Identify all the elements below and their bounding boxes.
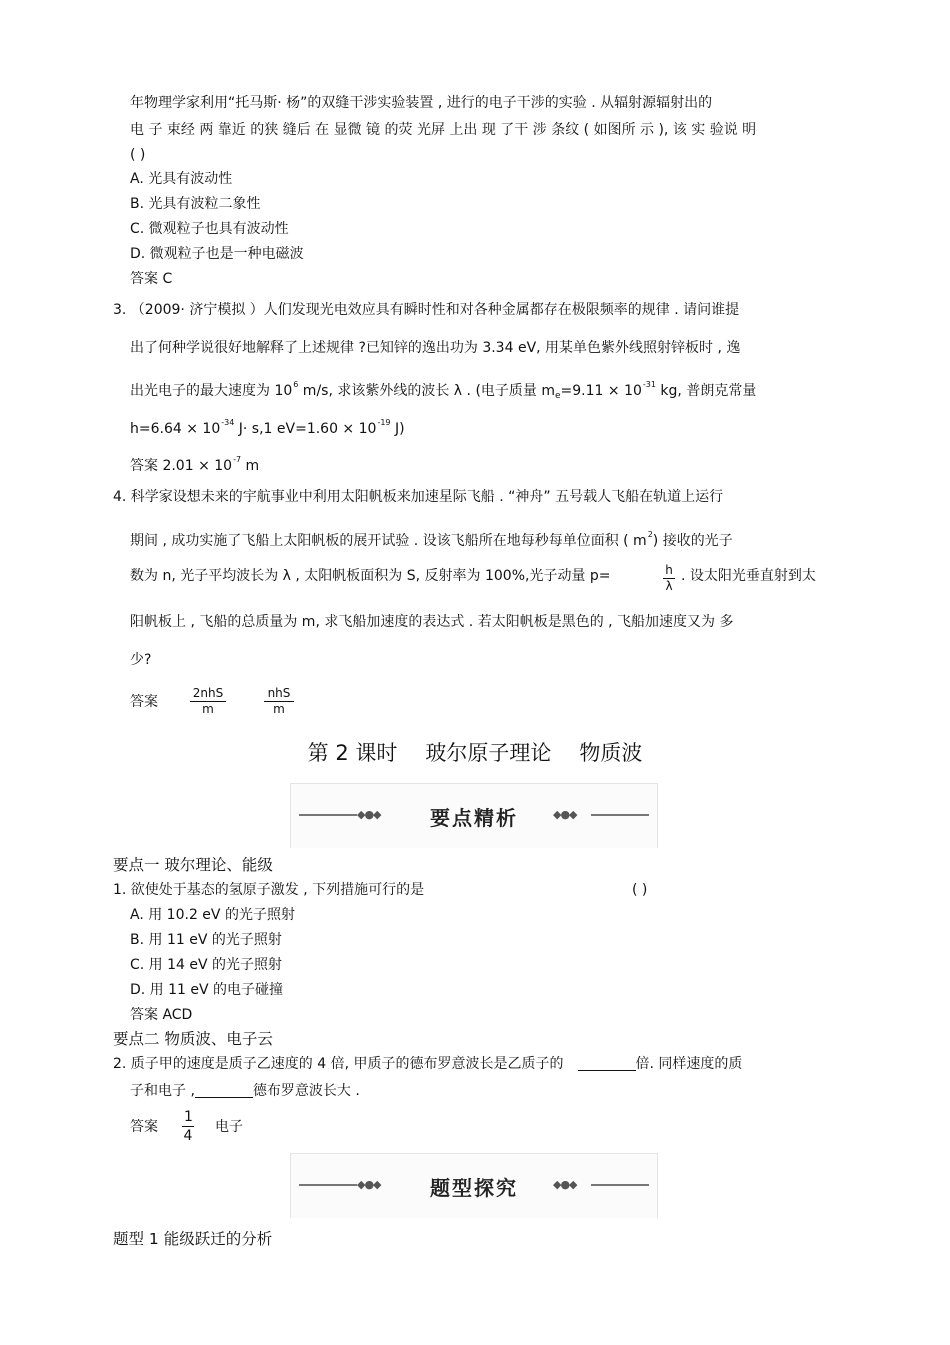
q2-option-d: D. 微观粒子也是一种电磁波	[130, 246, 304, 262]
point1-answer: 答案 ACD	[130, 1007, 193, 1023]
momentum-fraction	[663, 563, 675, 594]
point1-option-c: C. 用 14 eV 的光子照射	[130, 957, 283, 973]
q4-answer-label: 答案	[130, 694, 158, 710]
point2-answer-label: 答案	[130, 1119, 158, 1135]
point1-paren: ( )	[632, 882, 648, 898]
q3-line-1: 3. （2009· 济宁模拟 ）人们发现光电效应具有瞬时性和对各种金属都存在极限频率的规律 . 请问谁提	[113, 302, 740, 318]
momentum-fraction-numerator: h	[663, 563, 675, 579]
banner-ornament-right-icon: ◆●◆	[553, 1178, 577, 1191]
q4-line-3-b: . 设太阳光垂直射到太	[681, 568, 816, 584]
point1-option-a: A. 用 10.2 eV 的光子照射	[130, 907, 295, 923]
q4-line-2: 期间 , 成功实施了飞船上太阳帆板的展开试验 . 设该飞船所在地每秒每单位面积 ( $m^2$) 接收的光子	[130, 530, 733, 549]
q2-option-a: A. 光具有波动性	[130, 171, 233, 187]
q4-line-3-a: 数为 n, 光子平均波长为 λ , 太阳帆板面积为 S, 反射率为 100%,光子动量 p=	[130, 568, 611, 584]
q4-line-4: 阳帆板上 , 飞船的总质量为 m, 求飞船加速度的表达式 . 若太阳帆板是黑色的 , 飞船加速度又为 多	[130, 614, 734, 630]
point2-heading: 要点二 物质波、电子云	[113, 1030, 273, 1048]
banner-ornament-left-icon: ◆●◆	[357, 1178, 381, 1191]
q4-answer-fraction-2: nhS m	[264, 686, 294, 717]
answer-blank-2	[195, 1083, 253, 1098]
topic1-heading: 题型 1 能级跃迁的分析	[113, 1230, 273, 1248]
point1-question: 1. 欲使处于基态的氢原子激发 , 下列措施可行的是	[113, 882, 425, 898]
momentum-fraction-denominator: λ	[665, 579, 673, 593]
point2-answer-fraction: $\frac{1}{4}$	[183, 1109, 193, 1144]
banner-title: 要点精析	[430, 806, 518, 830]
banner-ornament-right-icon: ◆●◆	[553, 808, 577, 821]
point2-line-1: 2. 质子甲的速度是质子乙速度的 4 倍, 甲质子的德布罗意波长是乙质子的 倍. 同样速度的质	[113, 1056, 743, 1072]
section-banner-problem-types	[290, 1153, 658, 1218]
banner-rule-right	[591, 814, 649, 816]
q3-line-3: 出光电子的最大速度为 $10^6$ m/s, 求该紫外线的波长 λ . (电子质量 $m_e=9.11 \times 10^{-31}$ kg, 普朗克常量	[130, 380, 757, 401]
q3-line-2: 出了何种学说很好地解释了上述规律 ?已知锌的逸出功为 3.34 eV, 用某单色紫外线照射锌板时 , 逸	[130, 340, 741, 356]
q3-answer: 答案 $2.01 \times 10^{-7}$ m	[130, 455, 260, 474]
q2-answer: 答案 C	[130, 271, 173, 287]
lesson-title: 第 2 课时 玻尔原子理论 物质波	[307, 741, 643, 765]
intro-line-3: ( )	[130, 147, 146, 163]
point2-line-2: 子和电子 , 德布罗意波长大 .	[130, 1083, 360, 1099]
q4-answer-fraction-1: 2nhS m	[190, 686, 226, 717]
intro-line-2: 电 子 束经 两 靠近 的狭 缝后 在 显微 镜 的荧 光屏 上出 现 了干 涉 条纹 ( 如图所 示 ), 该 实 验说 明	[130, 122, 757, 138]
q4-line-5: 少?	[130, 652, 152, 668]
section-banner-key-points	[290, 783, 658, 848]
banner-rule-right	[591, 1184, 649, 1186]
intro-line-1: 年物理学家利用“托马斯· 杨”的双缝干涉实验装置 , 进行的电子干涉的实验 . 从辐射源辐射出的	[130, 95, 713, 111]
banner-title: 题型探究	[430, 1176, 518, 1200]
banner-ornament-left-icon: ◆●◆	[357, 808, 381, 821]
q2-option-c: C. 微观粒子也具有波动性	[130, 221, 289, 237]
point2-answer-text: 电子	[215, 1119, 243, 1135]
point1-option-b: B. 用 11 eV 的光子照射	[130, 932, 282, 948]
point1-option-d: D. 用 11 eV 的电子碰撞	[130, 982, 284, 998]
q3-line-4: $h=6.64 \times 10^{-34}$ J· s,1 $eV=1.60 \times 10^{-19}$ J)	[130, 418, 405, 437]
answer-blank-1	[578, 1056, 636, 1071]
q2-option-b: B. 光具有波粒二象性	[130, 196, 261, 212]
q4-line-1: 4. 科学家设想未来的宇航事业中利用太阳帆板来加速星际飞船 . “神舟” 五号载人飞船在轨道上运行	[113, 489, 724, 505]
point1-heading: 要点一 玻尔理论、能级	[113, 856, 273, 874]
